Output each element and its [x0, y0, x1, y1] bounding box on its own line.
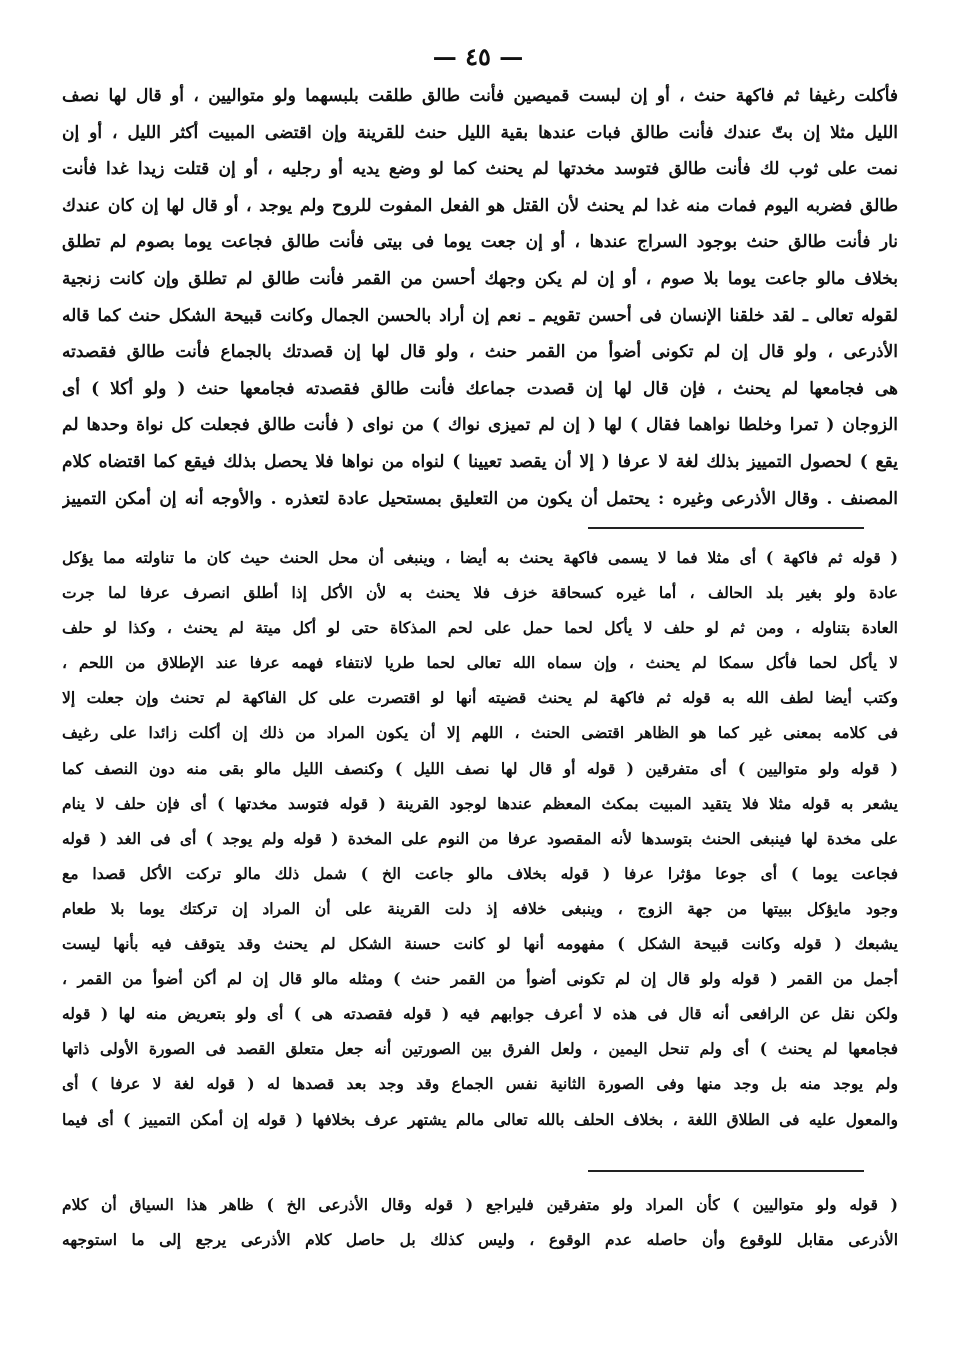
main-text-line: المصنف . وقال الأذرعى وغيره : يحتمل أن يكون من التعليق بمستحيل عادة لتعذره . والأوجه أنه إن أمكن التمييز [62, 488, 898, 509]
main-text-line: هى فجامعها لم يحنث ، فإن قال لها إن قصدت جماعك فأنت طالق فقصدته فجامعها حنث ( ولو أكلا ) أى [62, 378, 898, 399]
commentary-line: على مخدة لها فينبغى الحنث بتوسدها لأنه المقصود عرفا من النوم على المخدة ( قوله ولم يوجد ) أى فى الغد ( قوله [62, 828, 898, 848]
commentary-line: العادة بتناوله ، ومن ثم لو حلف لا يأكل لحما حمل على لحم المذكاة حتى لو أكل ميتة لم يحنث ، وكذا لو حلف [62, 618, 898, 638]
commentary-line: فجاعت يوما ) أى جوعا مؤثرا عرفا ( قوله بخلاف مالو جاعت الخ ) شمل ذلك مالو تركت الأكل قصدا مع [62, 863, 898, 883]
commentary-line: ( قوله ولو متواليين ) أى متفرقين ( قوله أو قال لها نصف الليل ) وكنصف الليل مالو بقى منه دون النصف كما [62, 758, 898, 778]
commentary-line: والمعول عليه فى الطلاق اللغة ، بخلاف الحلف بالله تعالى مالم يشتهر عرف بخلافها ( قوله إن أمكن التمييز ) أى فيما [62, 1109, 898, 1129]
main-text-line: الأذرعى ، ولو قال إن لم تكونى أضوأ من القمر حنث ، ولو قال لها إن قصدتك بالجماع فأنت طالق فقصدته [62, 342, 898, 363]
main-text-line: نار فأنت طالق حنث بوجود السراج عندها ، أو إن جعت يوما فى بيتى فأنت طالق فجاعت يوما بصوم لم تطلق [62, 232, 898, 253]
main-text-line: فأكلت رغيفا ثم فاكهة حنث ، أو إن لبست قميصين فأنت طالق طلقت بلبسهما ولو متواليين ، أو قال لها نصف [62, 86, 898, 106]
commentary-line: يشعر به قوله مثلا فلا يتقيد المبيت بمكث المعظم عندها لوجود القرينة ( قوله فتوسد مخدتها ) أى فإن حلف لا ينام [62, 793, 898, 813]
gloss-line: ( قوله ولو متواليين ) كأن المراد ولو متفرقين فليراجع ( قوله وقال الأذرعى الخ ) ظاهر هذا السياق أن كلام [62, 1195, 898, 1214]
commentary-line: ولكن نقل عن الرافعى أنه قال فى هذه لا أعرف جوابهم فيه ( قوله فقصدته هى ) أى ولو بتعريض منه لها ( قوله [62, 1004, 898, 1024]
main-text-line: نمت على ثوب لك فأنت طالق فتوسد مخدتها لم يحنث كما لو وضع يديه أو رجليه ، أو إن قتلت زيدا غدا فأنت [62, 159, 898, 180]
main-text-line: الزوجان ( تمرا وخلطا نواهما فقال ) لها ( إن لم تميزى نواك ) من نواى ( فأنت طالق فجعلت كل نواة وحدها لم [62, 415, 898, 436]
commentary-block [62, 540, 898, 1137]
commentary-line: عادة ولو بغير بلد الحالف ، أما غيره كسحاقة خزف فلا يحنث به لأن الأكل إذا أطلق انصرف عرفا لما جرت [62, 583, 898, 603]
commentary-line: ولم يوجد منه بل وجد منها وفى الصورة الثانية نفس الجماع وقد وجد بعد قصدها له ( قوله لغة لا عرفا ) أى [62, 1074, 898, 1094]
main-text-line: طالق فضربه اليوم فمات منه غدا لم يحنث لأن القتل هو الفعل المفوت للروح ولم يوجد ، أو قال لها إن كان عندك [62, 195, 898, 216]
section-divider [588, 527, 864, 529]
main-text-line: الليل مثلا إن بتّ عندك فأنت طالق فبات عندها بقية الليل حنث للقرينة وإن اقتضى المبيت أكثر الليل ، أو إن [62, 122, 898, 143]
commentary-line: وجود مايؤكل ببيتها من جهة الزوج ، وينبغى خلافه إذ دلت القرينة على أن المراد إن تركتك يوما بلا طعام [62, 898, 898, 918]
section-divider [588, 1170, 864, 1172]
commentary-line: وكتب أيضا لطف الله به قوله ثم فاكهة لم يحنث قضيته أنها لو اقتصرت على كل الفاكهة لم تحنث وإن جعلت إلا [62, 688, 898, 708]
gloss-block [62, 1187, 898, 1257]
main-text-block [62, 78, 898, 517]
commentary-line: ( قوله ثم فاكهة ) أى مثلا فما لا يسمى فاكهة يحنث به أيضا ، وينبغى أن محل الحنث حيث كان ما تناولته مما يؤكل [62, 548, 898, 567]
commentary-line: فى كلامه بمعنى غير كما هو الظاهر اقتضى الحنث ، اللهم إلا أن يكون المراد من ذلك إن أكلت زائدا على رغيف [62, 723, 898, 743]
gloss-line: الأذرعى مقابل للوقوع وأن حاصله عدم الوقوع ، وليس كذلك بل حاصل كلام الأذرعى يرجع إلى ما استوجهه [62, 1230, 898, 1249]
commentary-line: يشبعك ( قوله وكانت قبيحة الشكل ) مفهومه أنها لو كانت حسنة الشكل لم يحنث وقد يتوقف فيه بأنها ليست [62, 934, 898, 954]
commentary-line: لا يأكل لحما فأكل سمكا لم يحنث ، وإن سماه الله تعالى لحما طريا لانتفاء فهمه عرفا عند الإطلاق من اللحم ، [62, 653, 898, 673]
page-number: — ٤٥ — [432, 42, 524, 71]
main-text-line: بخلاف مالو جاعت يوما بلا صوم ، أو إن لم يكن وجهك أحسن من القمر فأنت طالق لم تطلق وإن كانت زنجية [62, 268, 898, 289]
main-text-line: لقوله تعالى ـ لقد خلقنا الإنسان فى أحسن تقويم ـ نعم إن أراد بالحسن الجمال وكانت قبيحة الشكل حنث كما قاله [62, 305, 898, 326]
commentary-line: فجامعها لم يحنث ) أى ولم تنحل اليمين ، ولعل الفرق بين الصورتين أنه جعل متعلق القصد فى الصورة الأولى ذاتها [62, 1039, 898, 1059]
commentary-line: أجمل من القمر ( قوله ولو قال إن لم تكونى أضوأ من القمر حنث ) ومثله مالو قال إن لم أكن أضوأ من القمر ، [62, 969, 898, 989]
main-text-line: يقع ) لحصول التمييز بذلك لغة لا عرفا ( إلا أن يقصد تعيينا ) لنواه من نواها فلا يحصل بذلك فيقع كما اقتضاه كلام [62, 451, 898, 472]
